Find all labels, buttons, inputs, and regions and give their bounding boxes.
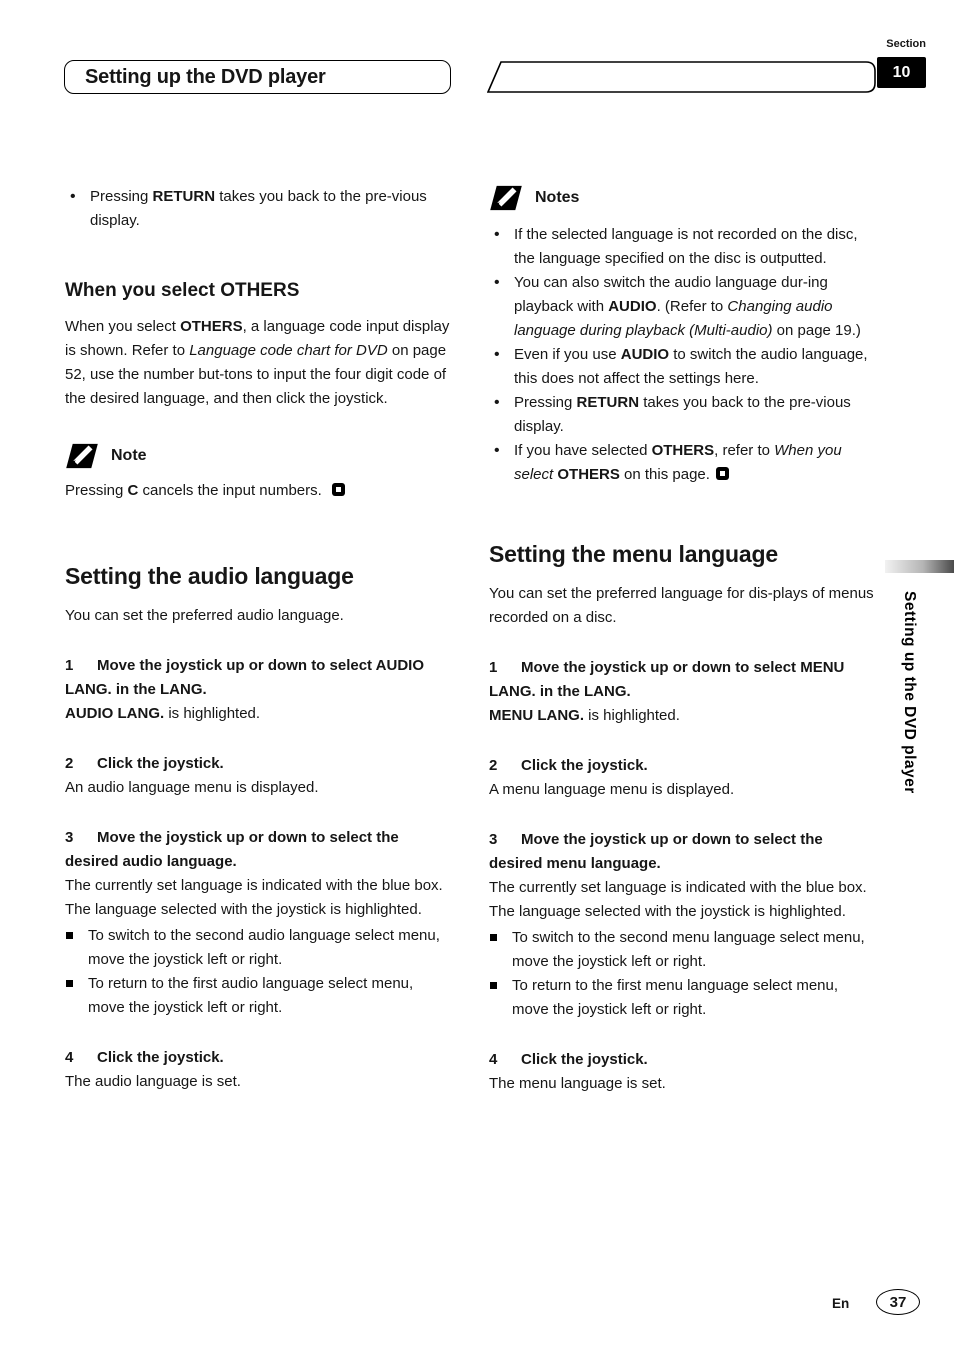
section-intro-audio: You can set the preferred audio language. xyxy=(65,607,344,624)
section-heading-menu: Setting the menu language xyxy=(489,541,778,567)
step-result: The currently set language is indicated with the blue box. The language selected with the joystick is highlighted. xyxy=(65,877,443,918)
square-bullet-list xyxy=(65,924,451,1020)
notes-label: Notes xyxy=(535,189,580,206)
list-item-text: Pressing RETURN takes you back to the pre-vious display. xyxy=(90,188,427,229)
note-label: Note xyxy=(111,447,147,464)
step-3-menu xyxy=(489,828,877,1022)
note-icon xyxy=(65,443,99,469)
header-tab-shape xyxy=(487,61,876,93)
section-intro-menu: You can set the preferred language for dis-plays of menus recorded on a disc. xyxy=(489,585,874,626)
step-instruction: 1 Move the joystick up or down to select AUDIO LANG. in the LANG. xyxy=(65,657,424,698)
page-title-box xyxy=(64,60,451,94)
step-instruction: 4 Click the joystick. xyxy=(65,1049,224,1066)
step-result: MENU LANG. is highlighted. xyxy=(489,707,680,724)
square-bullet-list xyxy=(489,926,877,1022)
list-item xyxy=(65,924,451,972)
list-item xyxy=(489,391,877,439)
list-item xyxy=(489,439,877,487)
notes-list xyxy=(489,223,877,487)
paragraph-others: When you select OTHERS, a language code input display is shown. Refer to Language code chart for DVD on page 52, use the number but-tons to input the four digit code of the desired language, and then click the joystick. xyxy=(65,318,450,407)
list-item xyxy=(489,343,877,391)
step-instruction: 3 Move the joystick up or down to select the desired audio language. xyxy=(65,829,399,870)
footer-page-number-badge xyxy=(876,1289,920,1315)
step-instruction: 2 Click the joystick. xyxy=(489,757,648,774)
list-item-text: If the selected language is not recorded on the disc, the language specified on the disc is outputted. xyxy=(514,226,858,267)
right-column xyxy=(489,185,877,1096)
step-4-menu xyxy=(489,1048,877,1096)
step-result: The currently set language is indicated with the blue box. The language selected with the joystick is highlighted. xyxy=(489,879,867,920)
list-item xyxy=(65,185,451,233)
footer-page-number: 37 xyxy=(889,1293,907,1311)
end-of-section-icon xyxy=(716,467,729,480)
notes-icon xyxy=(489,185,523,211)
list-item-text: Pressing RETURN takes you back to the pre-vious display. xyxy=(514,394,851,435)
step-result: The audio language is set. xyxy=(65,1073,241,1090)
left-column xyxy=(65,185,451,1094)
note-text-content: Pressing C cancels the input numbers. xyxy=(65,482,322,499)
section-number: 10 xyxy=(892,63,911,81)
list-item-text: To switch to the second audio language select menu, move the joystick left or right. xyxy=(88,927,440,968)
list-item xyxy=(489,926,877,974)
step-result: AUDIO LANG. is highlighted. xyxy=(65,705,261,722)
list-item-text: If you have selected OTHERS, refer to When you select OTHERS on this page. xyxy=(514,442,842,483)
list-item-text: To return to the first menu language select menu, move the joystick left or right. xyxy=(512,977,839,1018)
subsection-heading-others: When you select OTHERS xyxy=(65,280,300,301)
step-4-audio xyxy=(65,1046,451,1094)
step-result: The menu language is set. xyxy=(489,1075,666,1092)
step-3-audio xyxy=(65,826,451,1020)
note-text xyxy=(65,479,451,503)
step-1-audio xyxy=(65,654,451,726)
note-header xyxy=(65,443,451,469)
section-heading-audio: Setting the audio language xyxy=(65,563,354,589)
sidebar-vertical-title: Setting up the DVD player xyxy=(901,591,918,794)
page-title: Setting up the DVD player xyxy=(85,65,326,88)
step-result: An audio language menu is displayed. xyxy=(65,779,319,796)
side-gradient-bar xyxy=(885,560,954,573)
step-2-menu xyxy=(489,754,877,802)
list-item xyxy=(489,974,877,1022)
step-result: A menu language menu is displayed. xyxy=(489,781,735,798)
section-label: Section xyxy=(886,38,926,50)
step-2-audio xyxy=(65,752,451,800)
list-item xyxy=(489,271,877,343)
footer-language: En xyxy=(832,1296,850,1311)
intro-bullet-list xyxy=(65,185,451,233)
list-item-text: Even if you use AUDIO to switch the audio language, this does not affect the settings here. xyxy=(514,346,868,387)
step-instruction: 3 Move the joystick up or down to select the desired menu language. xyxy=(489,831,823,872)
list-item xyxy=(489,223,877,271)
notes-header xyxy=(489,185,877,211)
step-instruction: 1 Move the joystick up or down to select MENU LANG. in the LANG. xyxy=(489,659,845,700)
list-item xyxy=(65,972,451,1020)
list-item-text: You can also switch the audio language dur-ing playback with AUDIO. (Refer to Changing audio language during playback (Multi-audio) on page 19.) xyxy=(514,274,861,339)
step-1-menu xyxy=(489,656,877,728)
step-instruction: 2 Click the joystick. xyxy=(65,755,224,772)
list-item-text: To switch to the second menu language select menu, move the joystick left or right. xyxy=(512,929,865,970)
step-instruction: 4 Click the joystick. xyxy=(489,1051,648,1068)
section-number-badge xyxy=(877,57,926,88)
list-item-text: To return to the first audio language select menu, move the joystick left or right. xyxy=(88,975,414,1016)
end-of-section-icon xyxy=(332,483,345,496)
